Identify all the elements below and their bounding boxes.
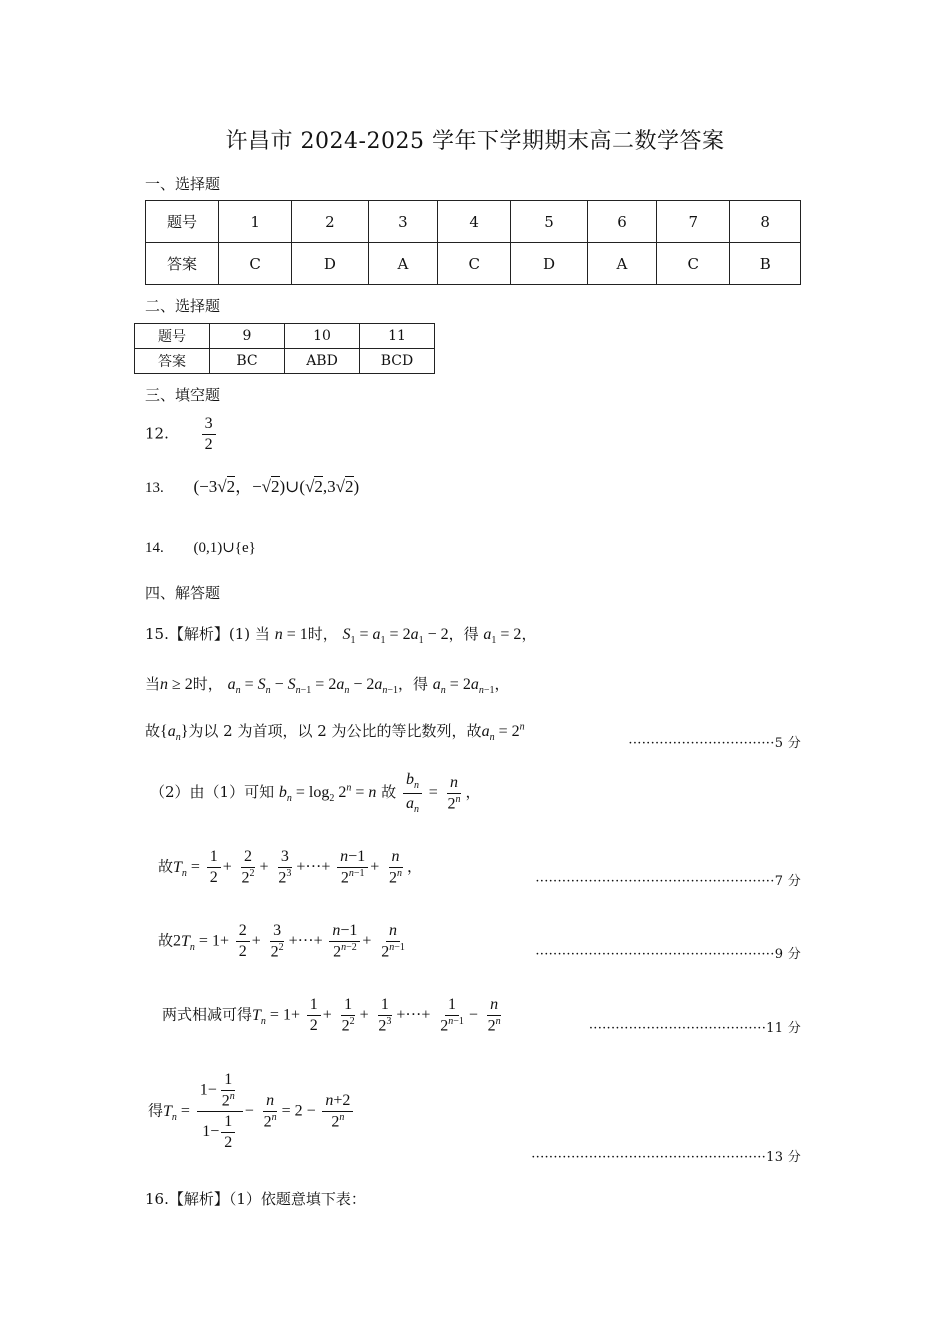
row-head: 题号 xyxy=(135,324,210,349)
table-cell: C xyxy=(438,243,511,285)
score-13: ·····················································13 分 xyxy=(531,1150,801,1165)
row-head: 答案 xyxy=(146,243,219,285)
q15-number: 15. xyxy=(145,625,169,643)
q13-line xyxy=(145,472,359,497)
score-label: 11 分 xyxy=(766,1021,801,1036)
answer-table-2 xyxy=(134,323,435,374)
score-9: ······················································9 分 xyxy=(535,947,801,962)
text: 两式相减可得 xyxy=(162,1005,253,1024)
table-cell: C xyxy=(219,243,292,285)
section-4-label: 四、解答题 xyxy=(145,584,221,602)
table-cell: 5 xyxy=(511,201,587,243)
q16-number: 16. xyxy=(145,1190,169,1208)
text: 故 xyxy=(381,783,397,802)
table-cell: D xyxy=(292,243,368,285)
answer-table-1 xyxy=(145,200,801,285)
score-label: 7 分 xyxy=(774,874,801,889)
table-cell: BC xyxy=(210,349,285,374)
q15-2tn-line: 故$2T_n = 1+$ $\frac{2}{2}$ + $\frac{3}{2^2}$ +···+ $\frac{n-1}{2^{n-2}}$ + $\frac{n}{2^{n-1}}$ xyxy=(158,922,405,961)
q12-line xyxy=(145,414,218,455)
section-2-label: 二、选择题 xyxy=(145,297,221,315)
text: 为以 2 为首项，以 2 为公比的等比数列，故 xyxy=(188,722,482,740)
score-5: ·································5 分 xyxy=(628,736,801,751)
q15-tag: 【解析】 xyxy=(168,625,229,643)
q15-line-2: 当n ≥ 2时， $a_n = S_n - S_{n-1} = 2a_n - 2a_{n-1}$，得 $a_n = 2a_{n-1}$， xyxy=(145,675,510,697)
page-title: 许昌市 2024-2025 学年下学期期末高二数学答案 xyxy=(225,129,725,154)
text: 故 xyxy=(145,722,161,740)
table-cell: A xyxy=(368,243,437,285)
row-head: 题号 xyxy=(146,201,219,243)
fraction-numerator: 3 xyxy=(202,414,216,435)
table-cell: 8 xyxy=(730,201,801,243)
text: 故 xyxy=(158,857,174,876)
q13-number: 13. xyxy=(145,480,164,496)
q12-answer xyxy=(202,414,216,455)
q14-number: 14. xyxy=(145,540,164,556)
table-cell: C xyxy=(657,243,730,285)
table-cell: 2 xyxy=(292,201,368,243)
score-11: ········································11 分 xyxy=(588,1021,801,1036)
table-cell: 1 xyxy=(219,201,292,243)
table-row xyxy=(146,243,801,285)
table-cell: B xyxy=(730,243,801,285)
score-7: ······················································7 分 xyxy=(535,874,801,889)
q14-answer: (0,1)∪{e} xyxy=(193,540,256,556)
row-head: 答案 xyxy=(135,349,210,374)
table-cell: A xyxy=(587,243,656,285)
q15-result-line: 得$T_n$ = 1− $\frac{1}{2^n}$ 1− $\frac{1}{2}$ − $\frac{n}{2^n}$ = 2 − $\frac{n+2}{2^n}$ xyxy=(148,1070,355,1153)
q15-sub-line: 两式相减可得$T_n = 1+$ $\frac{1}{2}$ + $\frac{1}{2^2}$ + $\frac{1}{2^3}$ +···+ $\frac{1}{2^{n-1}}$ − $\frac{n}{2^n}$ xyxy=(162,996,501,1035)
table-cell: 11 xyxy=(360,324,435,349)
table-cell: D xyxy=(511,243,587,285)
fraction-denominator: 2 xyxy=(204,436,213,453)
table-cell: 6 xyxy=(587,201,656,243)
q15-line-1: 15.【解析】(1) 当 n = 1时， $S_1 = a_1 = 2a_1 - 2$，得 $a_1 = 2$， xyxy=(145,625,537,647)
section-1-label: 一、选择题 xyxy=(145,175,221,193)
q14-line xyxy=(145,538,256,557)
text: （2）由（1）可知 xyxy=(150,783,275,802)
table-cell: 3 xyxy=(368,201,437,243)
table-cell: 10 xyxy=(285,324,360,349)
table-cell: ABD xyxy=(285,349,360,374)
q16-tag: 【解析】 xyxy=(168,1190,229,1208)
text: ，得 xyxy=(398,675,429,693)
score-label: 5 分 xyxy=(774,736,801,751)
text: (1) 当 xyxy=(228,625,270,643)
table-cell: 4 xyxy=(438,201,511,243)
text: （1）依题意填下表： xyxy=(228,1190,366,1208)
table-row xyxy=(146,201,801,243)
text: 时， xyxy=(307,625,338,643)
score-label: 13 分 xyxy=(766,1150,801,1165)
text: 时， xyxy=(192,675,223,693)
table-cell: 7 xyxy=(657,201,730,243)
table-cell: 9 xyxy=(210,324,285,349)
score-label: 9 分 xyxy=(774,947,801,962)
text: 得 xyxy=(148,1101,164,1120)
q16-line xyxy=(145,1188,366,1209)
section-3-label: 三、填空题 xyxy=(145,386,221,404)
q15-line-3: 故$\{a_n\}$为以 2 为首项，以 2 为公比的等比数列，故$a_n = 2^n$ xyxy=(145,721,525,744)
text: ，得 xyxy=(448,625,479,643)
text: 故 xyxy=(158,931,174,950)
q15-tn-line: 故$T_n$ = $\frac{1}{2}$ + $\frac{2}{2^2}$ + $\frac{3}{2^3}$ +···+ $\frac{n-1}{2^{n-1}}$ + $\frac{n}{2^n}$ ， xyxy=(158,848,423,887)
q15-part2-line: （2）由（1）可知 $b_n = \log_2 2^n = n$ 故 $\frac{b_n}{a_n}$ = $\frac{n}{2^n}$ ， xyxy=(150,771,481,815)
text: 当 xyxy=(145,675,161,693)
table-cell: BCD xyxy=(360,349,435,374)
table-row xyxy=(135,324,435,349)
table-row xyxy=(135,349,435,374)
q12-number: 12. xyxy=(145,424,169,443)
q13-answer: (−3√2，−√2)∪(√2,3√2) xyxy=(193,477,360,496)
